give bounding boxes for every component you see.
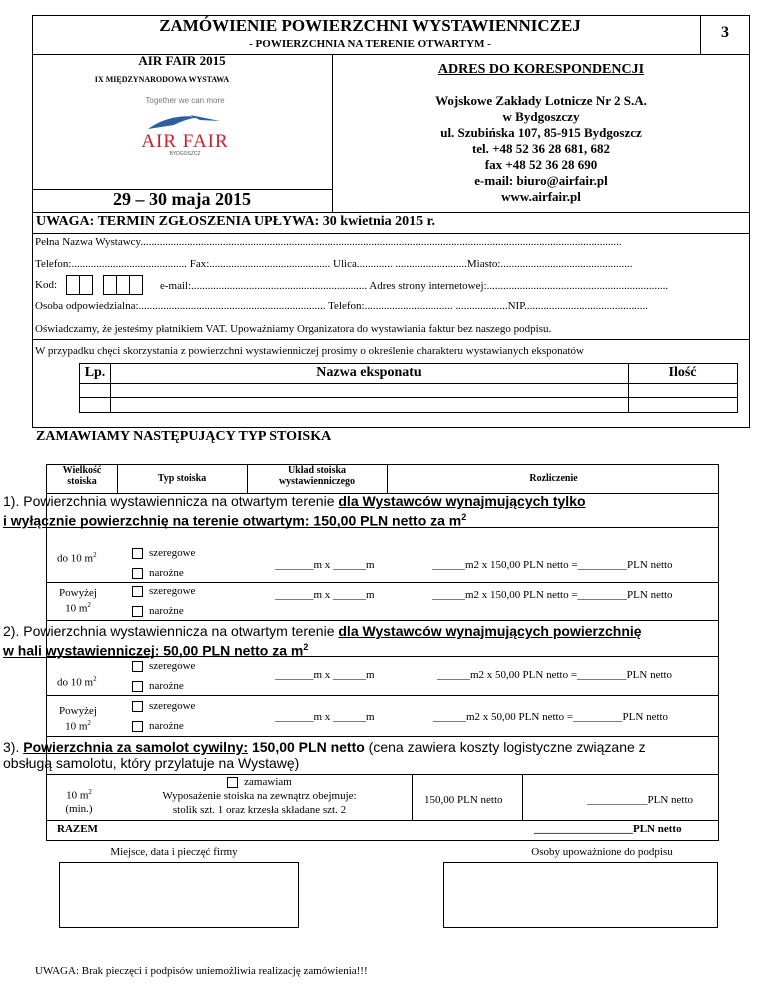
- page-number: 3: [721, 24, 729, 41]
- postal-code-digit-box[interactable]: [66, 275, 80, 295]
- section-1-heading: 1). Powierzchnia wystawiennicza na otwartym terenie dla Wystawców wynajmujących tylko i wyłącznie powierzchnię na terenie otwartym: 150,00 PLN netto za $m^2$: [3, 493, 586, 529]
- event-name: AIR FAIR 2015: [138, 53, 226, 68]
- aircraft-size: 10 $m^2$ (min.): [65, 788, 93, 815]
- dimensions-field[interactable]: _______m x ______m: [275, 669, 375, 681]
- logo-tagline: Together we can more: [145, 96, 225, 105]
- checkbox-order-aircraft[interactable]: [227, 777, 238, 788]
- form-subtitle: - POWIERZCHNIA NA TERENIE OTWARTYM -: [249, 38, 491, 50]
- postal-code-digit-box[interactable]: [116, 275, 130, 295]
- column-header-lp: Lp.: [84, 365, 106, 380]
- column-header-quantity: Ilość: [668, 365, 697, 380]
- logo-text: AIR FAIR: [141, 131, 229, 152]
- section-2-heading: 2). Powierzchnia wystawiennicza na otwartym terenie dla Wystawców wynajmujących powierzchnię w hali wystawienniczej: 50,00 PLN netto za $m^2$: [3, 623, 642, 659]
- correspondence-address: [332, 93, 750, 205]
- section-3-heading: 3). Powierzchnia za samolot cywilny: 150,00 PLN netto (cena zawiera koszty logistyczne związane z obsługą samolotu, który przylatuje na Wystawę): [3, 739, 646, 771]
- form-title: ZAMÓWIENIE POWIERZCHNI WYSTAWIENNICZEJ: [159, 16, 581, 35]
- checkbox-row-stand[interactable]: [132, 548, 143, 559]
- logo-city: BYDGOSZCZ: [169, 151, 201, 157]
- stand-type-options[interactable]: szeregowe narożne: [132, 696, 195, 736]
- checkbox-corner-stand[interactable]: [132, 681, 143, 692]
- size-up-to-10: do 10 $m^2$: [57, 675, 97, 689]
- footer-warning: UWAGA: Brak pieczęci i podpisów uniemożliwia realizację zamówienia!!!: [35, 965, 368, 977]
- company-stamp-box[interactable]: [59, 862, 299, 928]
- postal-code-field[interactable]: [35, 275, 142, 295]
- dimensions-field[interactable]: _______m x ______m: [275, 559, 375, 571]
- event-dates: 29 – 30 maja 2015: [113, 189, 251, 209]
- column-header-size: Wielkość stoiska: [62, 465, 102, 487]
- dimensions-field[interactable]: _______m x ______m: [275, 589, 375, 601]
- address-line: Wojskowe Zakłady Lotnicze Nr 2 S.A.: [435, 93, 647, 108]
- size-over-10: Powyżej 10 $m^2$: [59, 587, 97, 615]
- contact-person-field[interactable]: Osoba odpowiedzialna:.................................................................... Telefon:................................ ...................NIP.............................................: [35, 300, 648, 312]
- stand-type-options[interactable]: szeregowe narożne: [132, 543, 195, 583]
- plane-swoosh-icon: [130, 109, 240, 133]
- column-header-type: Typ stoiska: [157, 473, 207, 484]
- vat-statement: Oświadczamy, że jesteśmy płatnikiem VAT. Upoważniamy Organizatora do wystawiania faktur bez naszego podpisu.: [35, 323, 552, 335]
- address-line: www.airfair.pl: [501, 189, 581, 204]
- correspondence-heading: ADRES DO KORESPONDENCJI: [437, 62, 645, 77]
- postal-code-label: Kod:: [35, 279, 57, 291]
- full-name-field[interactable]: Pełna Nazwa Wystawcy...............................................................................................................................................................................: [35, 236, 622, 248]
- checkbox-corner-stand[interactable]: [132, 721, 143, 732]
- phone-fax-address-field[interactable]: Telefon:.......................................... Fax:............................................ Ulica............. ..........................Miasto:................................................: [35, 258, 633, 270]
- address-line: tel. +48 52 36 28 681, 682: [471, 141, 611, 156]
- signature-right-label: Osoby upoważnione do podpisu: [531, 846, 673, 858]
- size-over-10: Powyżej 10 $m^2$: [59, 705, 97, 733]
- checkbox-row-stand[interactable]: [132, 701, 143, 712]
- exhibits-table: [79, 363, 738, 413]
- table-row[interactable]: [80, 398, 737, 412]
- address-line: e-mail: biuro@airfair.pl: [474, 173, 608, 188]
- equipment-line: stolik szt. 1 oraz krzesła składane szt. 2: [172, 804, 347, 816]
- checkbox-corner-stand[interactable]: [132, 568, 143, 579]
- price-calc-50[interactable]: ______m2 x 50,00 PLN netto =_________PLN netto: [433, 711, 669, 723]
- aircraft-total-field[interactable]: ___________PLN netto: [587, 794, 694, 806]
- price-calc-50[interactable]: ______m2 x 50,00 PLN netto =_________PLN netto: [437, 669, 673, 681]
- aircraft-price: 150,00 PLN netto: [424, 794, 503, 806]
- column-header-layout: Układ stoiska wystawienniczego: [278, 465, 356, 487]
- stand-table: [3, 464, 719, 841]
- checkbox-row-stand[interactable]: [132, 586, 143, 597]
- stand-type-options[interactable]: szeregowe narożne: [132, 581, 195, 621]
- signature-left-label: Miejsce, data i pieczęć firmy: [110, 846, 238, 858]
- checkbox-corner-stand[interactable]: [132, 606, 143, 617]
- address-line: ul. Szubińska 107, 85-915 Bydgoszcz: [440, 125, 642, 140]
- equipment-line: Wyposażenie stoiska na zewnątrz obejmuje:: [162, 790, 357, 802]
- column-header-billing: Rozliczenie: [529, 473, 578, 484]
- dimensions-field[interactable]: _______m x ______m: [275, 711, 375, 723]
- address-line: fax +48 52 36 28 690: [484, 157, 598, 172]
- checkbox-row-stand[interactable]: [132, 661, 143, 672]
- price-calc-150[interactable]: ______m2 x 150,00 PLN netto =_________PLN netto: [432, 559, 673, 571]
- stand-heading: ZAMAWIAMY NASTĘPUJĄCY TYP STOISKA: [36, 429, 332, 444]
- table-row[interactable]: [80, 384, 737, 397]
- email-website-field[interactable]: e-mail:................................................................ Adres strony internetowej:..................................................................: [160, 280, 669, 292]
- exhibits-intro: W przypadku chęci skorzystania z powierzchni wystawienniczej prosimy o określenie charakteru wystawianych eksponatów: [35, 345, 584, 357]
- postal-code-digit-box[interactable]: [79, 275, 93, 295]
- address-line: w Bydgoszczy: [502, 109, 580, 124]
- authorized-signature-box[interactable]: [443, 862, 718, 928]
- price-calc-150[interactable]: ______m2 x 150,00 PLN netto =_________PLN netto: [432, 589, 673, 601]
- total-field[interactable]: __________________PLN netto: [534, 823, 682, 835]
- column-header-exhibit-name: Nazwa eksponatu: [316, 365, 422, 380]
- postal-code-digit-box[interactable]: [103, 275, 117, 295]
- postal-code-digit-box[interactable]: [129, 275, 143, 295]
- deadline-notice: UWAGA: TERMIN ZGŁOSZENIA UPŁYWA: 30 kwietnia 2015 r.: [36, 214, 436, 229]
- air-fair-logo: [130, 96, 240, 168]
- size-up-to-10: do 10 $m^2$: [57, 551, 97, 565]
- event-edition: IX MIĘDZYNARODOWA WYSTAWA: [94, 75, 230, 84]
- total-label: RAZEM: [57, 823, 98, 835]
- aircraft-order-option[interactable]: zamawiam Wyposażenie stoiska na zewnątrz obejmuje: stolik szt. 1 oraz krzesła składane szt. 2: [122, 775, 397, 817]
- stand-type-options[interactable]: szeregowe narożne: [132, 656, 195, 696]
